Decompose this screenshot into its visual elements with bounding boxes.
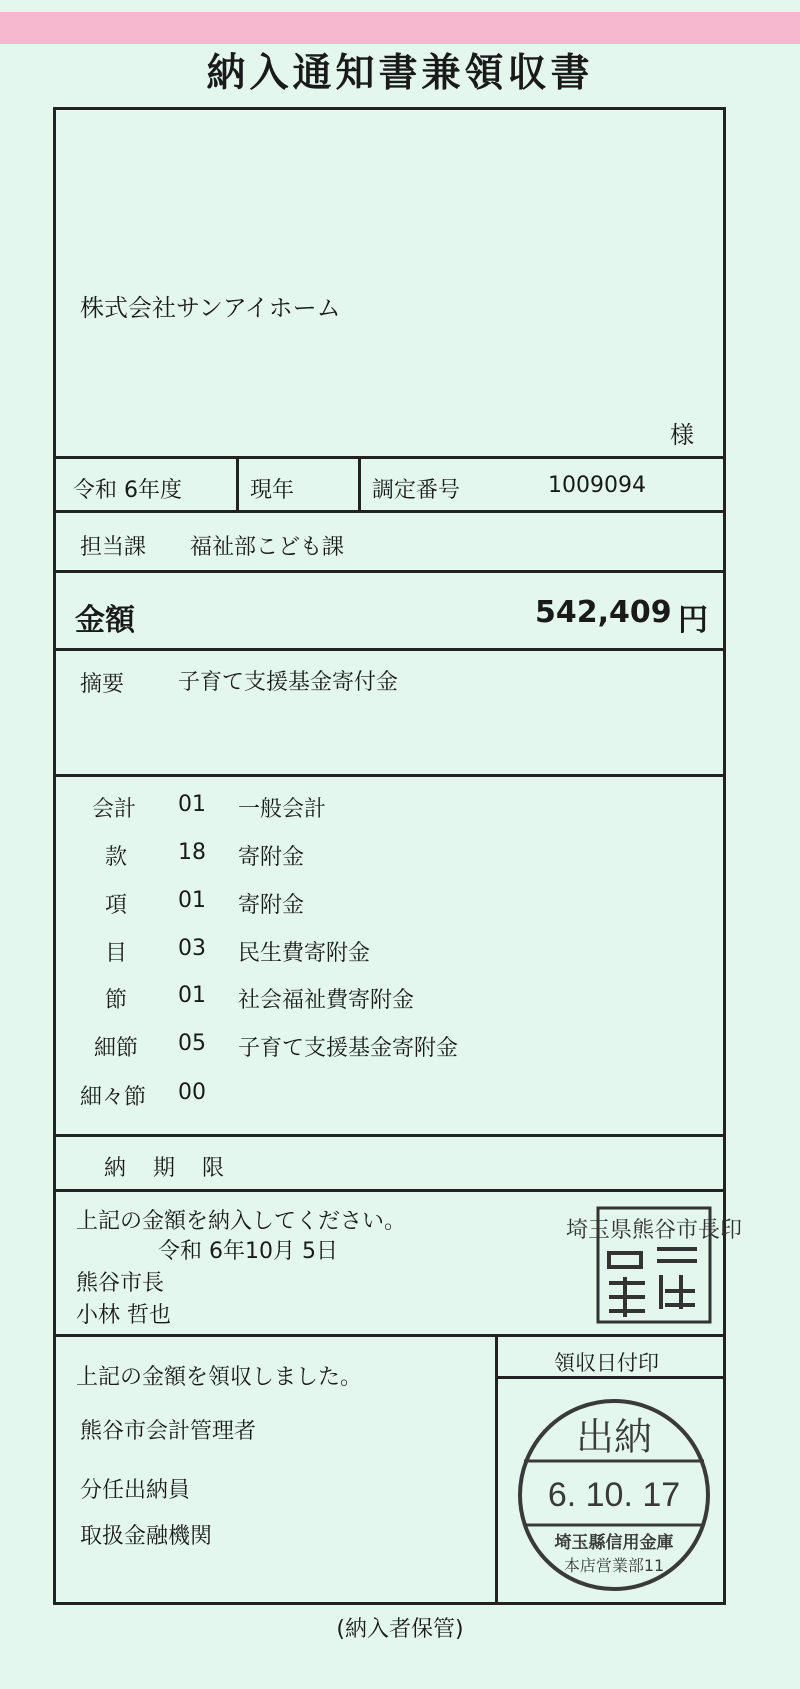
- divider: [358, 456, 361, 511]
- divider: [53, 1334, 726, 1337]
- account-name: 社会福祉費寄附金: [238, 988, 415, 1013]
- request-date: 令和 6年10月 5日: [158, 1239, 338, 1264]
- account-code: 01: [178, 983, 206, 1008]
- account-label: 節: [105, 988, 128, 1013]
- account-label: 細節: [94, 1036, 139, 1061]
- divider: [53, 648, 726, 651]
- receipt-line: 取扱金融機関: [80, 1524, 213, 1549]
- payer-honorific: 様: [670, 421, 694, 449]
- issuer-title: 熊谷市長: [76, 1271, 165, 1296]
- divider: [53, 1134, 726, 1137]
- assessment-number: 1009094: [548, 473, 646, 498]
- payer-name: 株式会社サンアイホーム: [80, 294, 341, 322]
- stamp-branch: 本店営業部11: [563, 1556, 665, 1575]
- account-name: 一般会計: [238, 797, 327, 822]
- account-code: 05: [178, 1031, 206, 1056]
- fiscal-year: 令和 6年度: [73, 478, 182, 503]
- issuer-name: 小林 哲也: [76, 1303, 171, 1328]
- deadline-label: 納 期 限: [104, 1156, 234, 1181]
- current-year: 現年: [250, 478, 295, 503]
- divider: [495, 1334, 498, 1605]
- page-title: 納入通知書兼領収書: [206, 51, 594, 96]
- stamp-top: 出納: [575, 1415, 653, 1459]
- receipt-line: 分任出納員: [80, 1478, 191, 1503]
- receipt-line: 熊谷市会計管理者: [80, 1419, 257, 1444]
- department-label: 担当課: [80, 535, 147, 560]
- account-name: 寄附金: [238, 845, 305, 870]
- amount-label: 金額: [75, 603, 135, 638]
- account-code: 03: [178, 936, 206, 961]
- top-color-band: [0, 12, 800, 44]
- divider: [53, 570, 726, 573]
- account-label: 会計: [92, 797, 137, 822]
- footer-note: (納入者保管): [336, 1617, 464, 1642]
- department-value: 福祉部こども課: [190, 535, 345, 560]
- assessment-label: 調定番号: [372, 478, 461, 503]
- amount-unit: 円: [678, 603, 708, 638]
- amount-value: 542,409: [535, 595, 672, 630]
- stamp-date: 6. 10. 17: [547, 1476, 681, 1514]
- account-label: 項: [105, 893, 128, 918]
- summary-value: 子育て支援基金寄付金: [178, 670, 399, 695]
- divider: [236, 456, 239, 511]
- account-name: 民生費寄附金: [238, 941, 371, 966]
- summary-label: 摘要: [80, 672, 125, 697]
- date-stamp-label: 領収日付印: [554, 1351, 659, 1375]
- account-code: 00: [178, 1080, 206, 1105]
- divider: [495, 1376, 726, 1379]
- receipt-date-stamp: [511, 1395, 717, 1595]
- divider: [53, 774, 726, 777]
- divider: [53, 456, 726, 459]
- account-code: 18: [178, 840, 206, 865]
- official-seal: [565, 1205, 743, 1325]
- seal-glyphs: 埼玉県熊谷市長印: [565, 1218, 743, 1243]
- divider: [53, 510, 726, 513]
- account-name: 子育て支援基金寄附金: [238, 1036, 459, 1061]
- request-text: 上記の金額を納入してください。: [76, 1209, 407, 1234]
- account-name: 寄附金: [238, 893, 305, 918]
- account-label: 細々節: [80, 1085, 147, 1110]
- account-label: 款: [105, 845, 128, 870]
- account-code: 01: [178, 888, 206, 913]
- account-label: 目: [105, 941, 128, 966]
- receipt-text: 上記の金額を領収しました。: [76, 1365, 363, 1390]
- stamp-bank: 埼玉縣信用金庫: [554, 1533, 674, 1553]
- account-code: 01: [178, 792, 206, 817]
- divider: [53, 1189, 726, 1192]
